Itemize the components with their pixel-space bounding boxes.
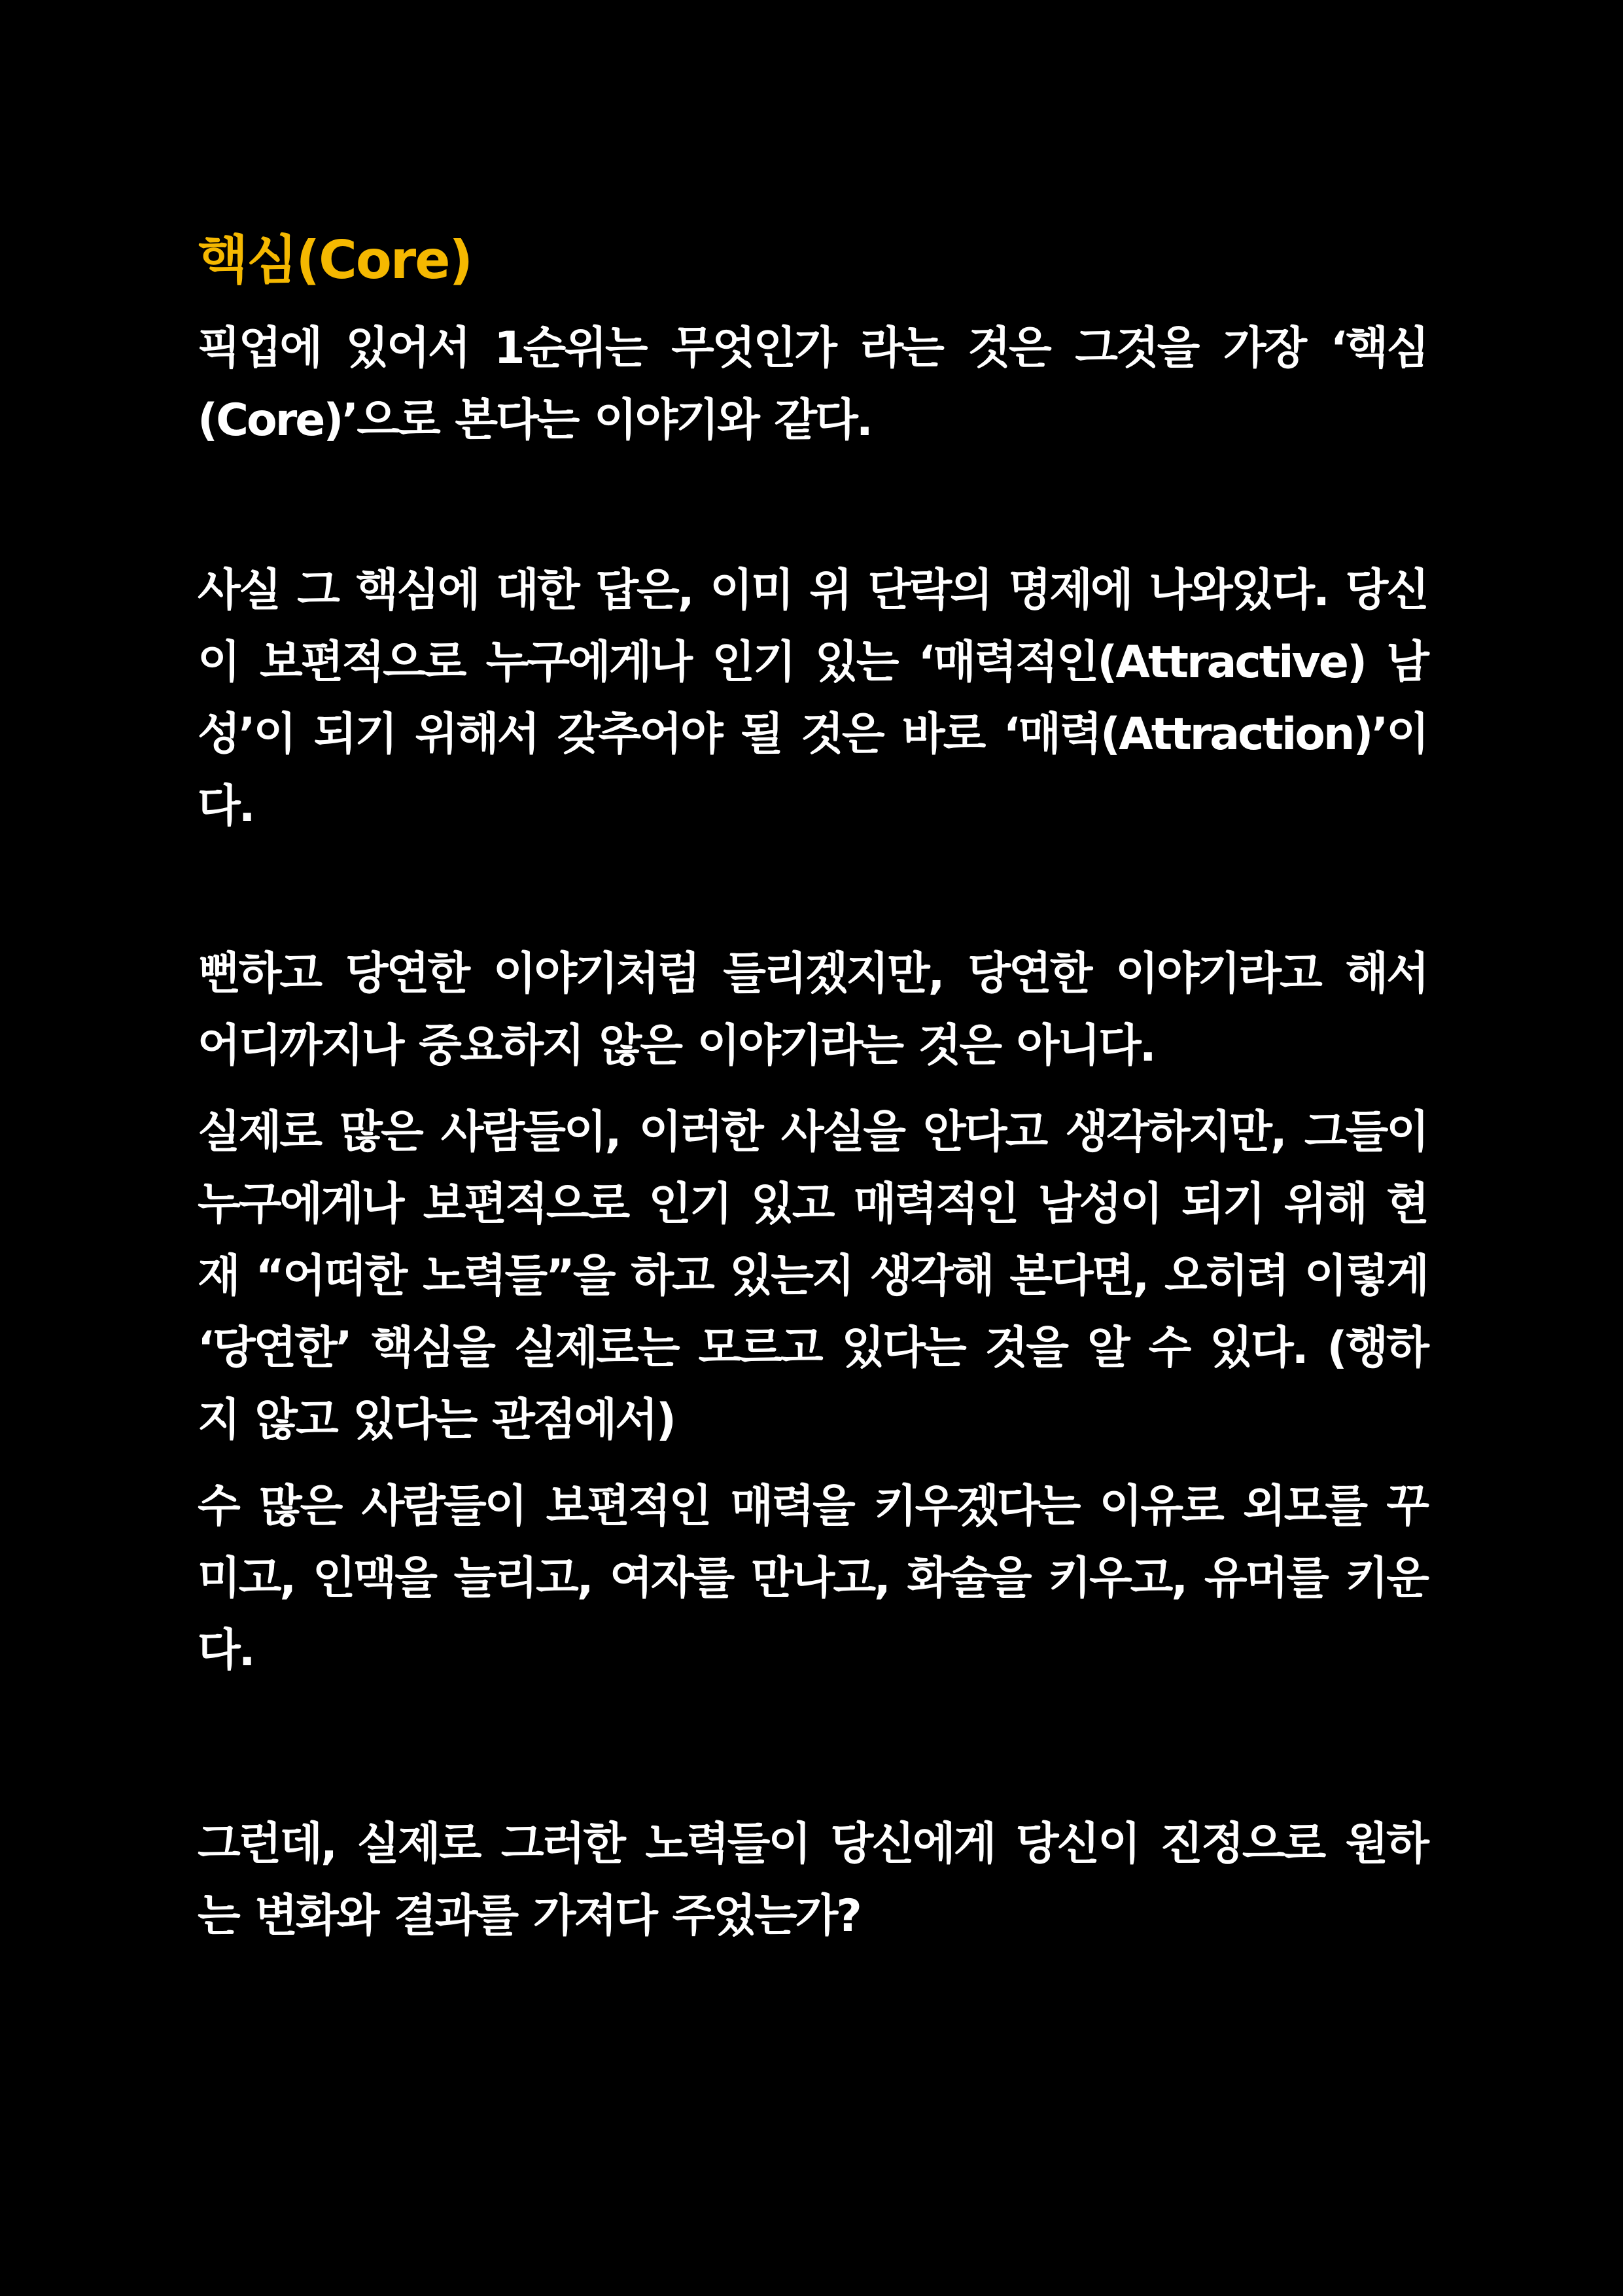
document-body [198,229,1427,1952]
paragraph-5: 수 많은 사람들이 보편적인 매력을 키우겠다는 이유로 외모를 꾸미고, 인맥을 늘리고, 여자를 만나고, 화술을 키우고, 유머를 키운다. [198,1481,1427,1676]
paragraph-3: 뻔하고 당연한 이야기처럼 들리겠지만, 당연한 이야기라고 해서 어디까지나 중요하지 않은 이야기라는 것은 아니다. [198,948,1427,1072]
paragraph-1: 픽업에 있어서 1순위는 무엇인가 라는 것은 그것을 가장 ‘핵심(Core)’으로 본다는 이야기와 같다. [198,323,1427,446]
section-heading: 핵심(Core) [198,230,472,291]
paragraph-2: 사실 그 핵심에 대한 답은, 이미 위 단락의 명제에 나와있다. 당신이 보편적으로 누구에게나 인기 있는 ‘매력적인(Attractive) 남성’이 되기 위해서 갖추어야 될 것은 바로 ‘매력(Attraction)’이다. [198,565,1427,832]
paragraph-4: 실제로 많은 사람들이, 이러한 사실을 안다고 생각하지만, 그들이 누구에게나 보편적으로 인기 있고 매력적인 남성이 되기 위해 현재 “어떠한 노력들”을 하고 있는지 생각해 본다면, 오히려 이렇게 ‘당연한’ 핵심을 실제로는 모르고 있다는 것을 알 수 있다. (행하지 않고 있다는 관점에서) [198,1106,1427,1446]
paragraph-6: 그런데, 실제로 그러한 노력들이 당신에게 당신이 진정으로 원하는 변화와 결과를 가져다 주었는가? [198,1818,1427,1942]
